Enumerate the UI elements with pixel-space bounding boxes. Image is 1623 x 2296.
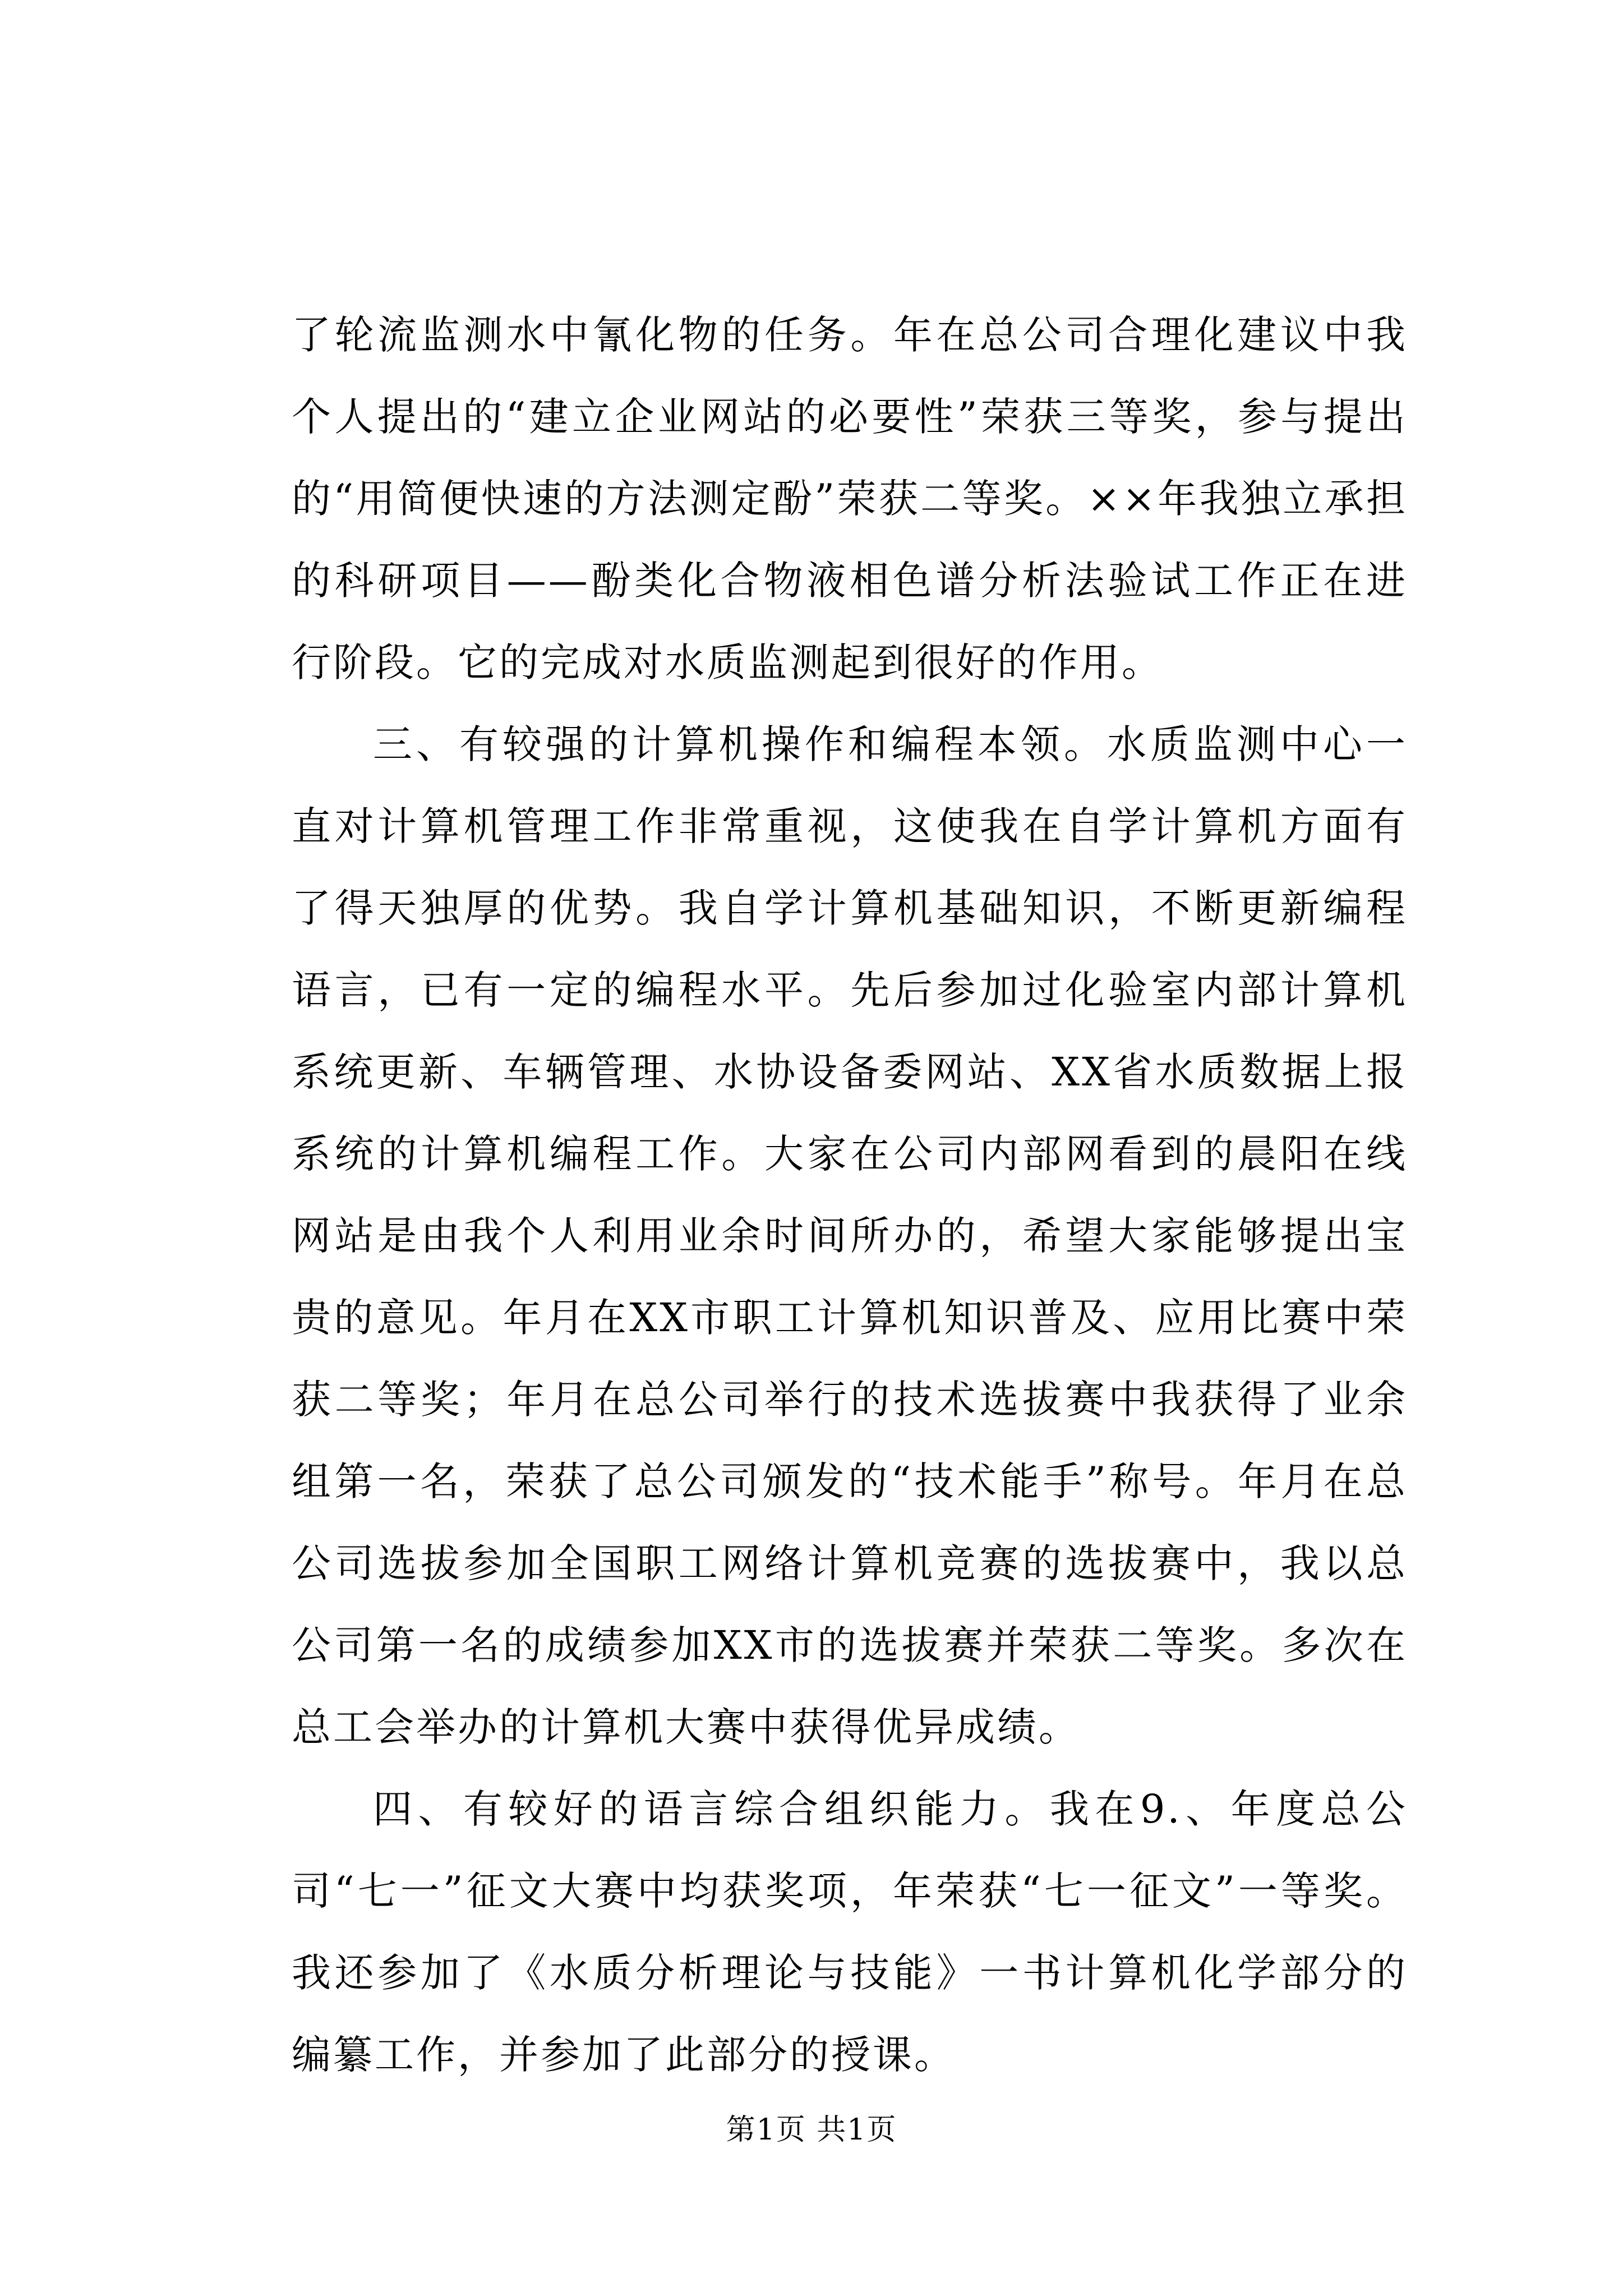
page-number-footer: 第1页 共1页	[726, 2113, 897, 2147]
paragraph-language-skills: 四、有较好的语言综合组织能力。我在9.、年度总公司“七一”征文大赛中均获奖项，年荣获“七一征文”一等奖。我还参加了《水质分析理论与技能》一书计算机化学部分的编纂工作，并参加了此部分的授课。	[292, 1786, 1408, 2078]
paragraph-computer-skills: 三、有较强的计算机操作和编程本领。水质监测中心一直对计算机管理工作非常重视，这使我在自学计算机方面有了得天独厚的优势。我自学计算机基础知识，不断更新编程语言，已有一定的编程水平。先后参加过化验室内部计算机系统更新、车辆管理、水协设备委网站、XX省水质数据上报系统的计算机编程工作。大家在公司内部网看到的晨阳在线网站是由我个人利用业余时间所办的，希望大家能够提出宝贵的意见。年月在XX市职工计算机知识普及、应用比赛中荣获二等奖；年月在总公司举行的技术选拔赛中我获得了业余组第一名，荣获了总公司颁发的“技术能手”称号。年月在总公司选拔参加全国职工网络计算机竞赛的选拔赛中，我以总公司第一名的成绩参加XX市的选拔赛并荣获二等奖。多次在总工会举办的计算机大赛中获得优异成绩。	[292, 721, 1408, 1750]
document-body	[292, 294, 1408, 2096]
paragraph-continuation: 了轮流监测水中氰化物的任务。年在总公司合理化建议中我个人提出的“建立企业网站的必要性”荣获三等奖，参与提出的“用简便快速的方法测定酚”荣获二等奖。××年我独立承担的科研项目——酚类化合物液相色谱分析法验试工作正在进行阶段。它的完成对水质监测起到很好的作用。	[292, 312, 1408, 685]
